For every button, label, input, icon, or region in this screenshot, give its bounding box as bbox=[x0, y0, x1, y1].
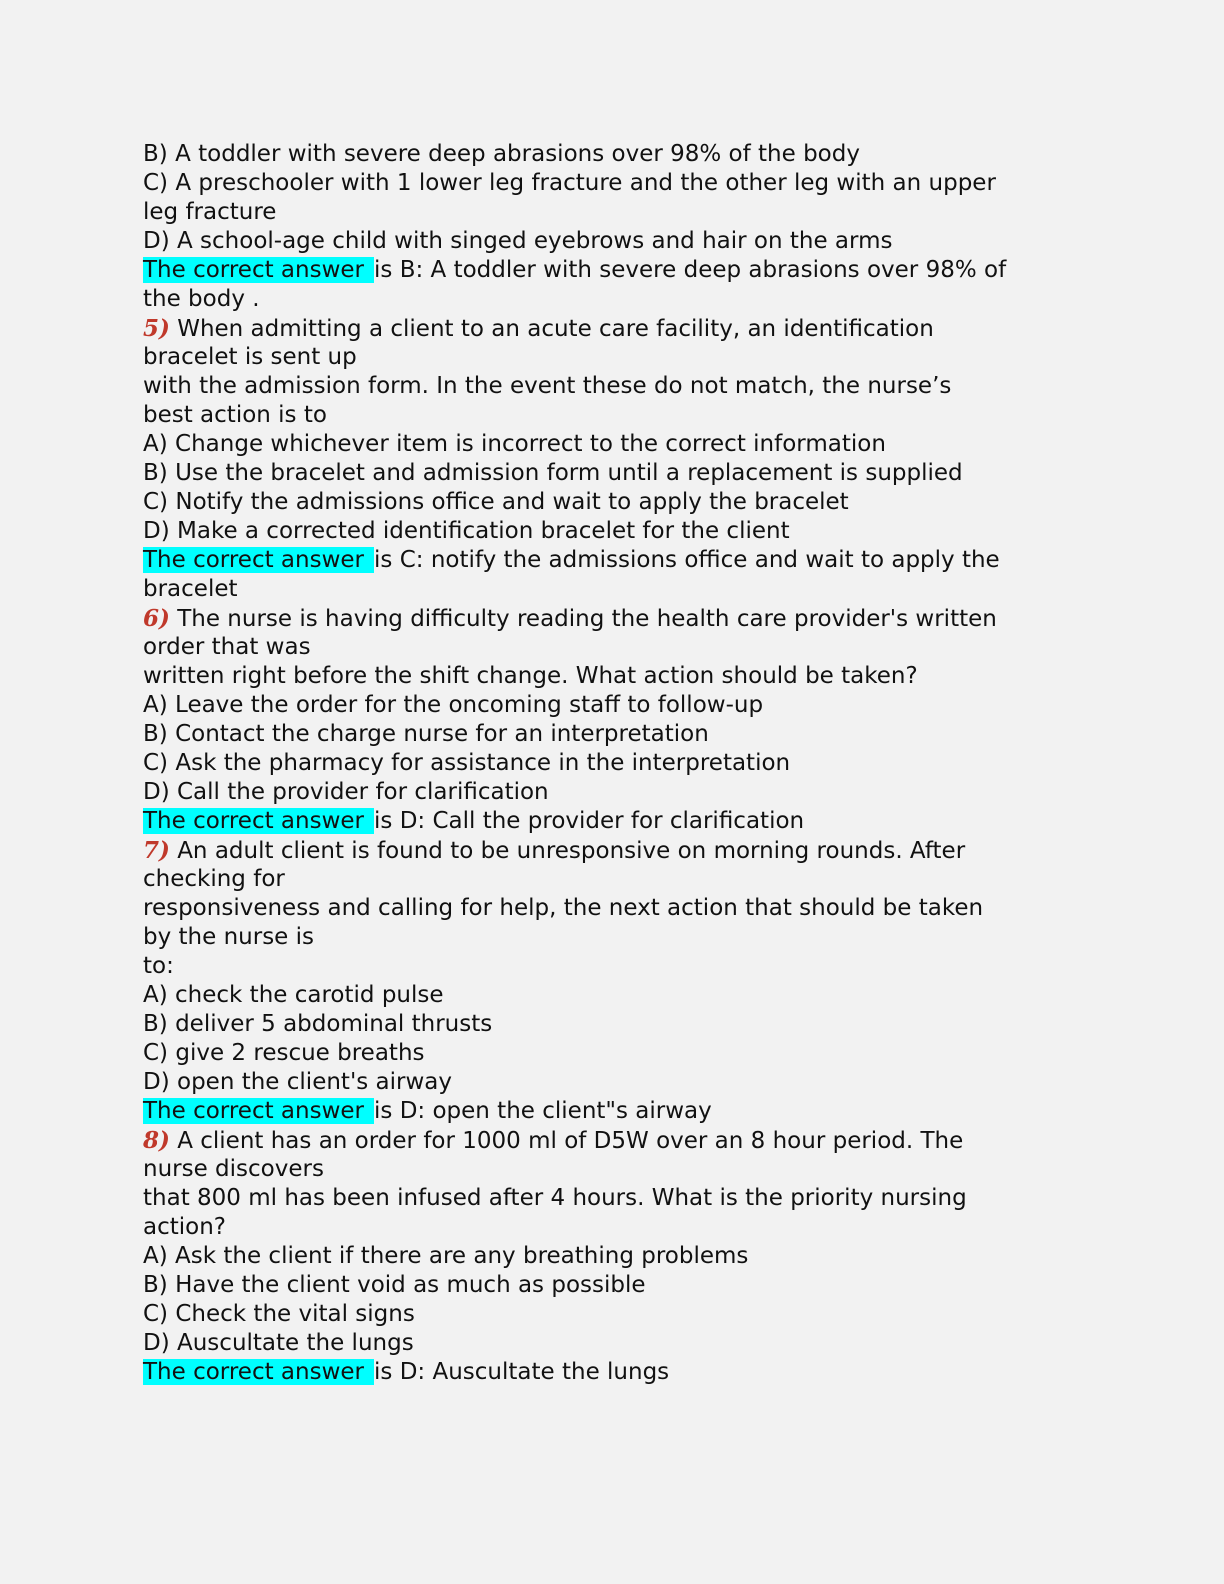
option-d: D) Call the provider for clarification bbox=[143, 779, 549, 805]
question-number: 6) bbox=[143, 605, 170, 632]
option-c: C) Notify the admissions office and wait to apply the bracelet bbox=[143, 489, 849, 515]
question-6 bbox=[143, 604, 1083, 836]
question-8 bbox=[143, 1126, 1083, 1387]
option-a: A) Change whichever item is incorrect to the correct information bbox=[143, 431, 886, 457]
question-number: 8) bbox=[143, 1127, 170, 1154]
option-d: D) open the client's airway bbox=[143, 1069, 453, 1095]
question-stem: 7) An adult client is found to be unresponsive on morning rounds. After bbox=[143, 837, 966, 864]
question-5 bbox=[143, 314, 1083, 604]
option-d: D) Make a corrected identification bracelet for the client bbox=[143, 518, 790, 544]
option-b: B) Use the bracelet and admission form until a replacement is supplied bbox=[143, 460, 963, 486]
correct-answer-continued: the body . bbox=[143, 286, 260, 312]
answer-highlight: The correct answer bbox=[143, 808, 374, 834]
question-stem: bracelet is sent up bbox=[143, 344, 357, 370]
question-number: 7) bbox=[143, 837, 170, 864]
answer-highlight: The correct answer bbox=[143, 1359, 374, 1385]
option-b: B) deliver 5 abdominal thrusts bbox=[143, 1011, 493, 1037]
option-b: B) Have the client void as much as possible bbox=[143, 1272, 646, 1298]
question-stem: that 800 ml has been infused after 4 hours. What is the priority nursing bbox=[143, 1185, 967, 1211]
question-7 bbox=[143, 836, 1083, 1126]
option-b: B) A toddler with severe deep abrasions over 98% of the body bbox=[143, 141, 860, 167]
question-stem: 6) The nurse is having difficulty reading the health care provider's written bbox=[143, 605, 997, 632]
question-stem: checking for bbox=[143, 866, 285, 892]
answer-highlight: The correct answer bbox=[143, 257, 374, 283]
question-stem: to: bbox=[143, 953, 174, 979]
correct-answer: The correct answer is D: open the client"s airway bbox=[143, 1098, 712, 1124]
option-c: C) Check the vital signs bbox=[143, 1301, 415, 1327]
option-b: B) Contact the charge nurse for an interpretation bbox=[143, 721, 709, 747]
option-a: A) Ask the client if there are any breathing problems bbox=[143, 1243, 749, 1269]
option-a: A) check the carotid pulse bbox=[143, 982, 444, 1008]
option-c: C) give 2 rescue breaths bbox=[143, 1040, 425, 1066]
question-stem: by the nurse is bbox=[143, 924, 315, 950]
correct-answer: The correct answer is B: A toddler with severe deep abrasions over 98% of bbox=[143, 257, 1007, 283]
option-a: A) Leave the order for the oncoming staff to follow-up bbox=[143, 692, 764, 718]
question-stem: with the admission form. In the event these do not match, the nurse’s bbox=[143, 373, 952, 399]
question-stem: 5) When admitting a client to an acute care facility, an identification bbox=[143, 315, 934, 342]
question-stem: nurse discovers bbox=[143, 1156, 324, 1182]
question-stem: responsiveness and calling for help, the next action that should be taken bbox=[143, 895, 984, 921]
question-number: 5) bbox=[143, 315, 170, 342]
option-d: D) Auscultate the lungs bbox=[143, 1330, 414, 1356]
question-stem: order that was bbox=[143, 634, 311, 660]
question-4 bbox=[143, 140, 1083, 314]
answer-highlight: The correct answer bbox=[143, 1098, 374, 1124]
option-c-continued: leg fracture bbox=[143, 199, 277, 225]
option-c: C) A preschooler with 1 lower leg fracture and the other leg with an upper bbox=[143, 170, 996, 196]
answer-highlight: The correct answer bbox=[143, 547, 374, 573]
correct-answer: The correct answer is D: Auscultate the lungs bbox=[143, 1359, 670, 1385]
question-stem: written right before the shift change. What action should be taken? bbox=[143, 663, 918, 689]
document-page bbox=[143, 140, 1083, 1387]
question-stem: 8) A client has an order for 1000 ml of D5W over an 8 hour period. The bbox=[143, 1127, 964, 1154]
option-d: D) A school-age child with singed eyebrows and hair on the arms bbox=[143, 228, 893, 254]
correct-answer-continued: bracelet bbox=[143, 576, 238, 602]
correct-answer: The correct answer is D: Call the provider for clarification bbox=[143, 808, 805, 834]
question-stem: action? bbox=[143, 1214, 227, 1240]
question-stem: best action is to bbox=[143, 402, 327, 428]
correct-answer: The correct answer is C: notify the admissions office and wait to apply the bbox=[143, 547, 1000, 573]
option-c: C) Ask the pharmacy for assistance in the interpretation bbox=[143, 750, 791, 776]
